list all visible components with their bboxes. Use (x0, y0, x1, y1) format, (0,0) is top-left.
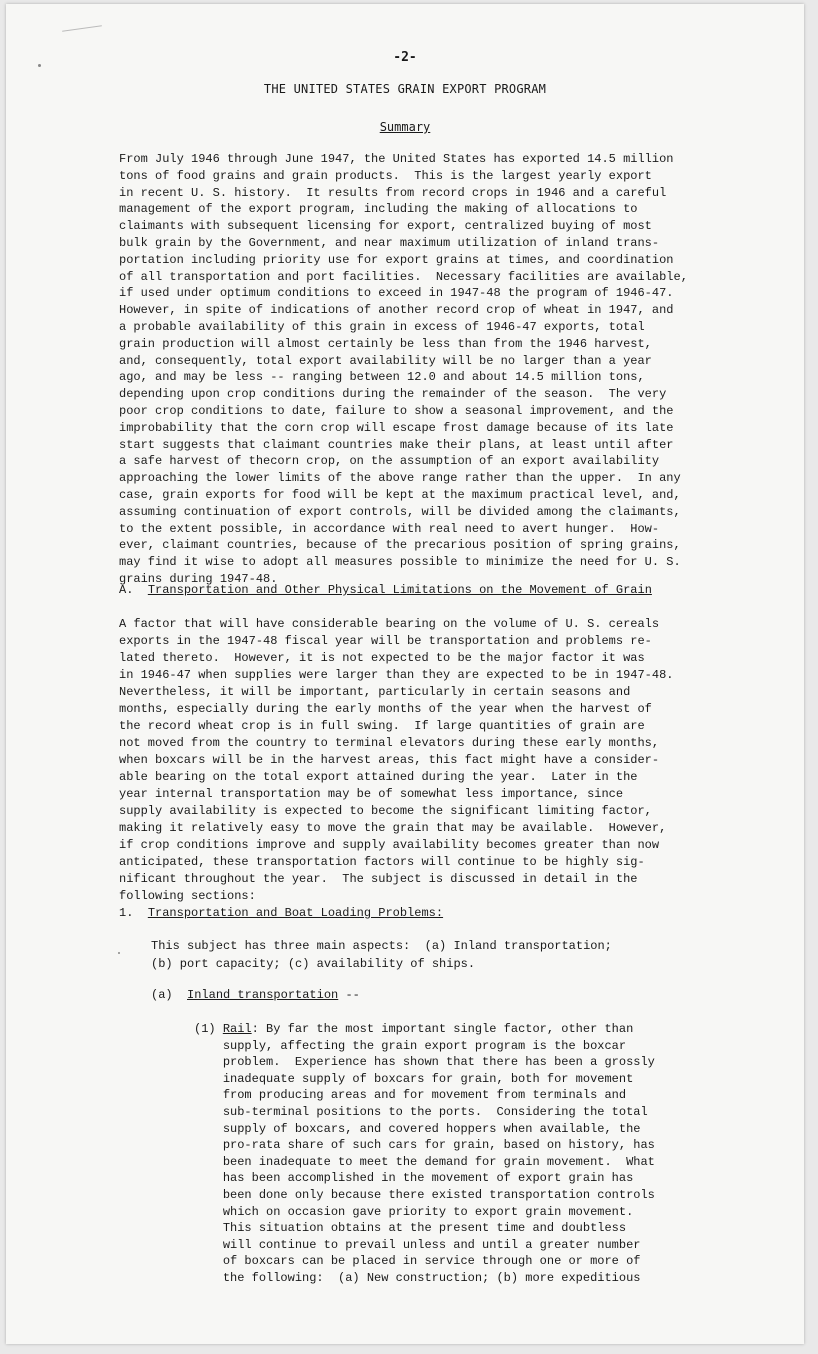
text-line: ever, claimant countries, because of the precarious position of spring grains, (119, 538, 681, 553)
text-line: pro-rata share of such cars for grain, based on history, has (222, 1138, 655, 1153)
section-label: A. (119, 583, 134, 597)
text-line: in recent U. S. history. It results from record crops in 1946 and a careful (119, 185, 667, 200)
text-line: start suggests that claimant countries make their plans, at least until after (119, 437, 674, 452)
text-line: not moved from the country to terminal elevators during these early months, (119, 736, 660, 750)
subsection-label: (a) (151, 988, 173, 1002)
text-line: been inadequate to meet the demand for grain movement. What (222, 1154, 655, 1169)
text-line: of boxcars can be placed in service through one or more of (222, 1254, 641, 1269)
heading-suffix: -- (338, 988, 360, 1002)
item-label: (1) (194, 1022, 216, 1036)
text-line: However, in spite of indications of another record crop of wheat in 1947, and (119, 303, 674, 318)
text-line: Nevertheless, it will be important, particularly in certain seasons and (119, 685, 631, 699)
subsection-label: 1. (119, 906, 134, 920)
document-page (6, 4, 804, 1344)
text-line: months, especially during the early months of the year when the harvest of (119, 702, 652, 716)
text-line: poor crop conditions to date, failure to show a seasonal improvement, and the (119, 403, 674, 418)
text-line: year internal transportation may be of somewhat less importance, since (119, 787, 624, 801)
text-line: A factor that will have considerable bearing on the volume of U. S. cereals (119, 617, 660, 631)
text-line: case, grain exports for food will be kept at the maximum practical level, and, (119, 487, 681, 502)
subsection-1-intro (151, 937, 751, 973)
text-line: of all transportation and port facilities. Necessary facilities are available, (119, 269, 688, 284)
text-line: supply of boxcars, and covered hoppers when available, the (222, 1121, 641, 1136)
rail-term: Rail (222, 1022, 252, 1036)
text-line: management of the export program, including the making of allocations to (119, 202, 638, 217)
text-line: supply availability is expected to become the significant limiting factor, (119, 804, 652, 818)
text-line: (b) port capacity; (c) availability of ships. (151, 957, 476, 971)
text-line: claimants with subsequent licensing for export, centralized buying of most (119, 219, 652, 234)
subsection-1-heading (119, 906, 443, 920)
document-title: THE UNITED STATES GRAIN EXPORT PROGRAM (263, 82, 547, 96)
text-line: in 1946-47 when supplies were larger than they are expected to be in 1947-48. (119, 668, 674, 682)
text-line: if crop conditions improve and supply availability becomes greater than now (119, 838, 660, 852)
section-a-paragraph (119, 616, 759, 905)
text-line: to the extent possible, in accordance with real need to avert hunger. How- (119, 521, 660, 536)
text-line: will continue to prevail unless and until a greater number (222, 1237, 641, 1252)
text-line: has been accomplished in the movement of export grain has (222, 1171, 634, 1186)
summary-paragraph (119, 151, 759, 588)
text-line: able bearing on the total export attained during the year. Later in the (119, 770, 638, 784)
text-line: a probable availability of this grain in excess of 1946-47 exports, total (119, 319, 645, 334)
paper-mark (62, 25, 102, 32)
subsection-a-heading (151, 988, 360, 1002)
text-line: This subject has three main aspects: (a) Inland transportation; (151, 939, 612, 953)
text-line: from producing areas and for movement from terminals and (222, 1088, 627, 1103)
text-line: the following: (a) New construction; (b) more expeditious (222, 1270, 641, 1285)
text-line: bulk grain by the Government, and near maximum utilization of inland trans- (119, 235, 660, 250)
text-line: approaching the lower limits of the above range rather than the upper. In any (119, 471, 681, 486)
text-line: problem. Experience has shown that there has been a grossly (222, 1055, 655, 1070)
rail-paragraph (194, 1021, 754, 1287)
text-line: exports in the 1947-48 fiscal year will be transportation and problems re- (119, 634, 652, 648)
page-number: -2- (393, 50, 417, 65)
text-line: if used under optimum conditions to exceed in 1947-48 the program of 1946-47. (119, 286, 674, 301)
subsection-title: Transportation and Boat Loading Problems: (147, 906, 444, 920)
text-line: assuming continuation of export controls, will be divided among the claimants, (119, 504, 681, 519)
text-line: grain production will almost certainly be less than from the 1946 harvest, (119, 336, 652, 351)
text-line: and, consequently, total export availability will be no larger than a year (119, 353, 652, 368)
text-line: depending upon crop conditions during the remainder of the season. The very (119, 387, 667, 402)
text-line: : By far the most important single factor, other than (251, 1022, 634, 1036)
text-line: been done only because there existed transportation controls (222, 1187, 655, 1202)
text-line: the record wheat crop is in full swing. If large quantities of grain are (119, 719, 645, 733)
summary-heading (6, 120, 804, 134)
text-line: nificant throughout the year. The subject is discussed in detail in the (119, 872, 638, 886)
text-line: when boxcars will be in the harvest areas, this fact might have a consider- (119, 753, 660, 767)
text-line: supply, affecting the grain export program is the boxcar (222, 1038, 627, 1053)
text-line: tons of food grains and grain products. This is the largest yearly export (119, 168, 652, 183)
text-line: lated thereto. However, it is not expected to be the major factor it was (119, 651, 645, 665)
text-line: portation including priority use for export grains at times, and coordination (119, 252, 674, 267)
text-line: which on occasion gave priority to export grain movement. (222, 1204, 634, 1219)
text-line: inadequate supply of boxcars for grain, both for movement (222, 1071, 634, 1086)
text-line: grains during 1947-48. (119, 571, 278, 586)
text-line: following sections: (119, 889, 256, 903)
text-line: making it relatively easy to move the grain that may be available. However, (119, 821, 667, 835)
section-a-heading (119, 583, 759, 597)
text-line: ago, and may be less -- ranging between 12.0 and about 14.5 million tons, (119, 370, 645, 385)
section-title: Transportation and Other Physical Limitations on the Movement of Grain (147, 583, 652, 597)
summary-heading-text: Summary (379, 120, 431, 134)
text-line: a safe harvest of thecorn crop, on the assumption of an export availability (119, 454, 660, 469)
paper-speck (118, 952, 120, 954)
text-line: From July 1946 through June 1947, the United States has exported 14.5 million (119, 152, 674, 166)
text-line: improbability that the corn crop will escape frost damage because of its late (119, 420, 674, 435)
text-line: may find it wise to adopt all measures possible to minimize the need for U. S. (119, 555, 681, 570)
text-line: anticipated, these transportation factors will continue to be highly sig- (119, 855, 645, 869)
text-line: This situation obtains at the present time and doubtless (222, 1221, 627, 1236)
subsection-title: Inland transportation (187, 988, 339, 1002)
text-line: sub-terminal positions to the ports. Considering the total (222, 1104, 648, 1119)
